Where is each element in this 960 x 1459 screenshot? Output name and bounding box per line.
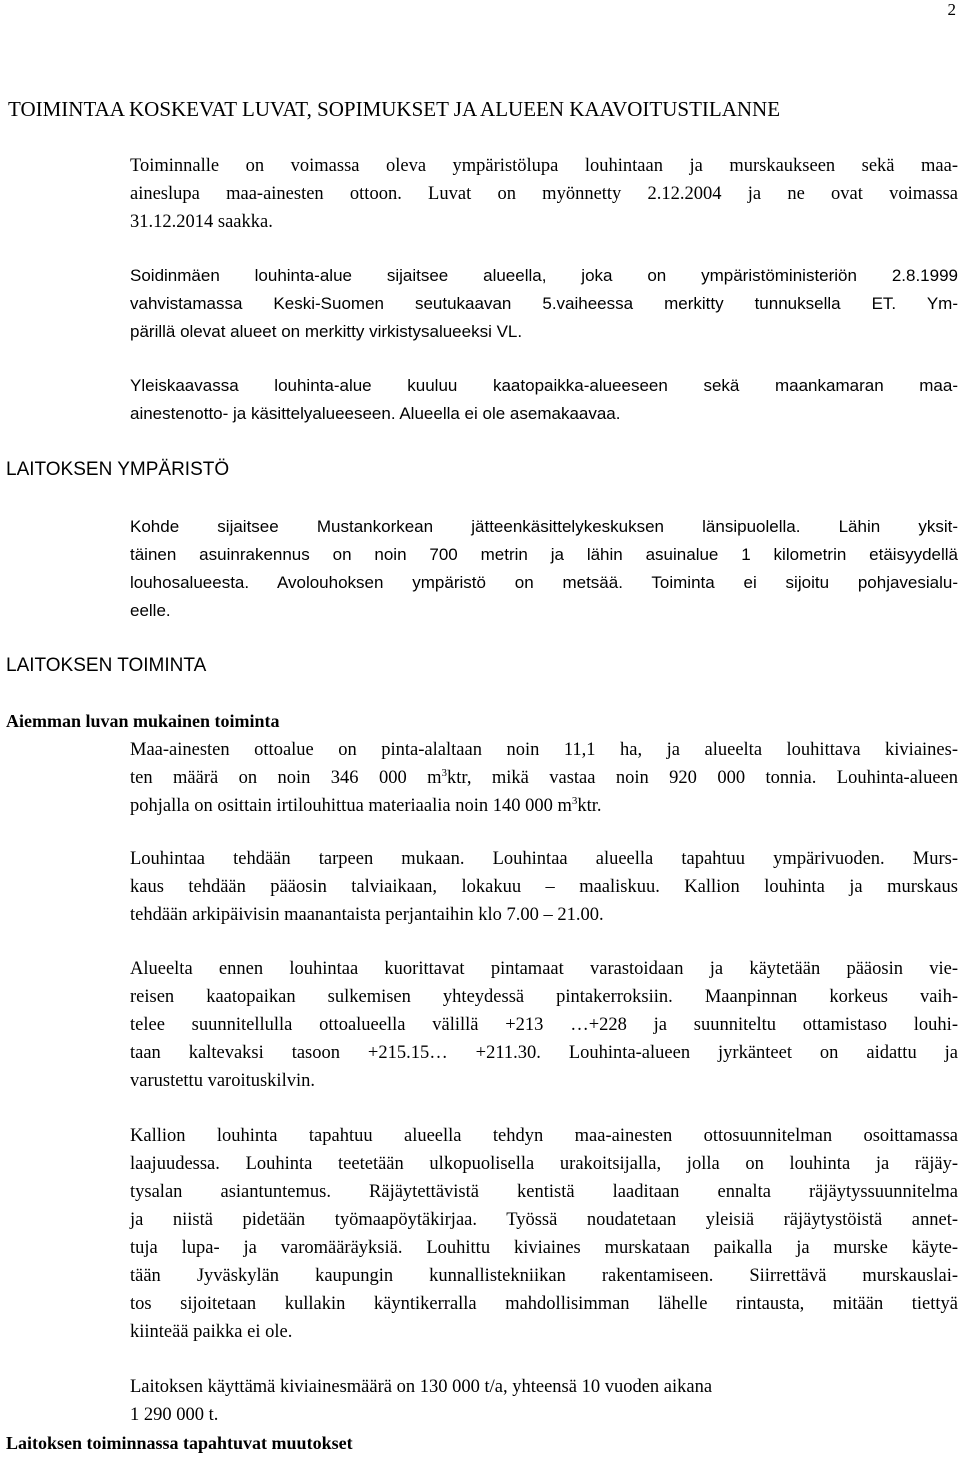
text-line bbox=[130, 764, 958, 792]
text-line: 1 290 000 t. bbox=[130, 1405, 219, 1425]
page-number: 2 bbox=[947, 0, 956, 19]
superscript: 3 bbox=[441, 767, 448, 779]
text-line: tuja lupa- ja varomääräyksiä. Louhittu kiviaines murskataan paikalla ja murske käyte- bbox=[130, 1238, 958, 1258]
paragraph-general-plan bbox=[130, 372, 958, 428]
section-heading-environment: LAITOKSEN YMPÄRISTÖ bbox=[6, 459, 230, 480]
text-line: Soidinmäen louhinta-alue sijaitsee alueella, joka on ympäristöministeriön 2.8.1999 bbox=[130, 266, 958, 285]
text-line: laajuudessa. Louhinta teetetään ulkopuolisella urakoitsijalla, jolla on louhinta ja räjäy- bbox=[130, 1154, 958, 1174]
text-line: tään Jyväskylän kaupungin kunnallistekniikan rakentamiseen. Siirrettävä murskauslai- bbox=[130, 1266, 958, 1286]
text-line: Toiminnalle on voimassa oleva ympäristölupa louhintaan ja murskaukseen sekä maa- bbox=[130, 156, 958, 176]
text-line: Alueelta ennen louhintaa kuorittavat pintamaat varastoidaan ja käytetään pääosin vie- bbox=[130, 959, 958, 979]
text-line: Louhintaa tehdään tarpeen mukaan. Louhintaa alueella tapahtuu ympärivuoden. Murs- bbox=[130, 849, 958, 869]
text-line: Laitoksen käyttämä kiviainesmäärä on 130 000 t/a, yhteensä 10 vuoden aikana bbox=[130, 1377, 713, 1397]
text-fragment: ten määrä on noin 346 000 m bbox=[130, 768, 442, 788]
text-fragment: ktr, mikä vastaa noin 920 000 tonnia. Louhinta-alueen bbox=[447, 768, 958, 788]
text-fragment: pohjalla on osittain irtilouhittua materiaalia noin 140 000 m bbox=[130, 796, 572, 816]
paragraph-permits bbox=[130, 152, 958, 236]
text-line bbox=[130, 792, 958, 820]
text-line: ja niistä pidetään työmaapöytäkirjaa. Työssä noudatetaan yleisiä räjäytystöistä annet- bbox=[130, 1210, 958, 1230]
text-line: tos sijoitetaan kullakin käyntikerralla mahdollisimman lähelle rintausta, mitään tiettyä bbox=[130, 1294, 958, 1314]
text-line: kaus tehdään pääosin talviaikaan, lokakuu – maaliskuu. Kallion louhinta ja murskaus bbox=[130, 877, 958, 897]
text-line: pärillä olevat alueet on merkitty virkistysalueeksi VL. bbox=[130, 322, 523, 341]
subheading-previous-permit: Aiemman luvan mukainen toiminta bbox=[6, 711, 280, 731]
text-line: taan kaltevaksi tasoon +215.15… +211.30. Louhinta-alueen jyrkänteet on aidattu ja bbox=[130, 1043, 958, 1063]
text-line: eelle. bbox=[130, 601, 171, 620]
paragraph-blasting bbox=[130, 1122, 958, 1346]
text-line: Maa-ainesten ottoalue on pinta-alaltaan noin 11,1 ha, ja alueelta louhittava kiviaines- bbox=[130, 740, 958, 760]
text-line: reisen kaatopaikan sulkemisen yhteydessä pintakerroksiin. Maanpinnan korkeus vaih- bbox=[130, 987, 958, 1007]
text-line: varustettu varoituskilvin. bbox=[130, 1071, 315, 1091]
text-line: täinen asuinrakennus on noin 700 metrin ja lähin asuinalue 1 kilometrin etäisyydellä bbox=[130, 545, 958, 564]
paragraph-schedule bbox=[130, 845, 958, 929]
paragraph-volume bbox=[130, 1373, 958, 1429]
text-line: Kallion louhinta tapahtuu alueella tehdyn maa-ainesten ottosuunnitelman osoittamassa bbox=[130, 1126, 958, 1146]
text-line: Kohde sijaitsee Mustankorkean jätteenkäsittelykeskuksen länsipuolella. Lähin yksit- bbox=[130, 517, 958, 536]
text-line: vahvistamassa Keski-Suomen seutukaavan 5.vaiheessa merkitty tunnuksella ET. Ym- bbox=[130, 294, 958, 313]
text-line: tysalan asiantuntemus. Räjäytettävistä kentistä laaditaan ennalta räjäytyssuunnitelma bbox=[130, 1182, 958, 1202]
paragraph-extraction-area bbox=[130, 736, 958, 820]
paragraph-surface-soil bbox=[130, 955, 958, 1095]
paragraph-zoning bbox=[130, 262, 958, 346]
text-line: aineslupa maa-ainesten ottoon. Luvat on myönnetty 2.12.2004 ja ne ovat voimassa bbox=[130, 184, 958, 204]
page-title: TOIMINTAA KOSKEVAT LUVAT, SOPIMUKSET JA ALUEEN KAAVOITUSTILANNE bbox=[8, 97, 781, 121]
text-line: tehdään arkipäivisin maanantaista perjantaihin klo 7.00 – 21.00. bbox=[130, 905, 604, 925]
text-line: ainestenotto- ja käsittelyalueeseen. Alueella ei ole asemakaavaa. bbox=[130, 404, 621, 423]
subheading-changes: Laitoksen toiminnassa tapahtuvat muutokset bbox=[6, 1433, 353, 1453]
section-heading-operation: LAITOKSEN TOIMINTA bbox=[6, 655, 207, 676]
superscript: 3 bbox=[571, 795, 578, 807]
paragraph-environment bbox=[130, 513, 958, 625]
text-line: 31.12.2014 saakka. bbox=[130, 212, 273, 232]
text-line: kiinteää paikka ei ole. bbox=[130, 1322, 293, 1342]
text-fragment: ktr. bbox=[577, 796, 602, 816]
text-line: louhosalueesta. Avolouhoksen ympäristö on metsää. Toiminta ei sijoitu pohjavesialu- bbox=[130, 573, 958, 592]
text-line: telee suunnitellulla ottoalueella välillä +213 …+228 ja suunniteltu ottamistaso louhi- bbox=[130, 1015, 958, 1035]
text-line: Yleiskaavassa louhinta-alue kuuluu kaatopaikka-alueeseen sekä maankamaran maa- bbox=[130, 376, 958, 395]
